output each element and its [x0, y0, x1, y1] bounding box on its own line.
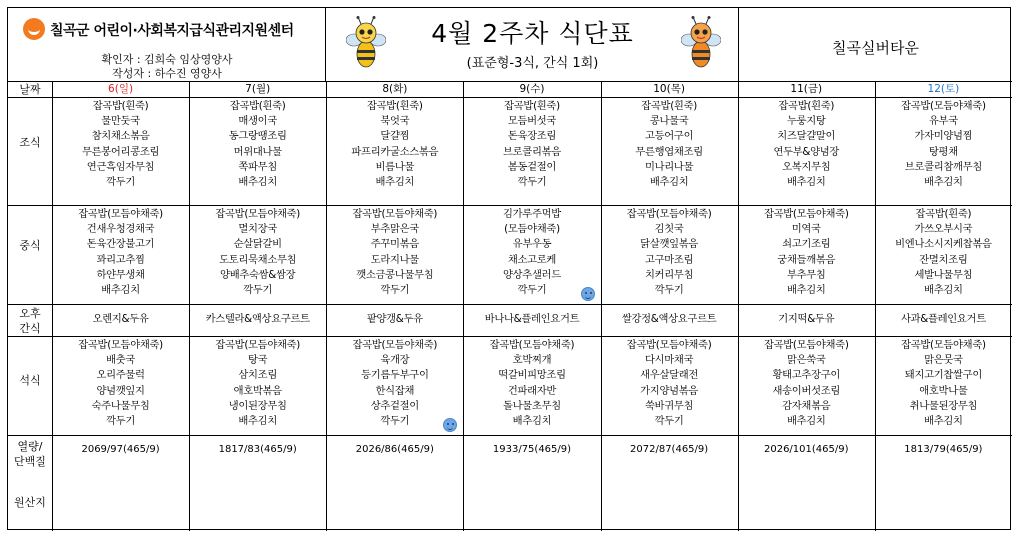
dinner-cell — [875, 338, 1012, 435]
menu-item: 쪽파무침 — [238, 160, 277, 173]
menu-item: 가지양념볶음 — [640, 384, 699, 397]
day-header: 9(수) — [519, 83, 545, 95]
breakfast-cell — [738, 99, 875, 205]
menu-item: 무른봉어리콩조림 — [81, 145, 160, 158]
menu-item: 봄동겉절이 — [507, 160, 557, 173]
menu-item: 무른행엽채조림 — [635, 145, 703, 158]
menu-item: 양배추숙쌈&쌈장 — [220, 268, 296, 281]
menu-item: 콩나물국 — [649, 115, 689, 128]
menu-item: 북엇국 — [380, 115, 410, 128]
row-label-kcal-1: 열량/ — [17, 440, 43, 453]
menu-item: 깍두기 — [654, 415, 684, 428]
menu-item: 돼지고기찹쌀구이 — [904, 369, 982, 382]
menu-item: 유부우동 — [512, 238, 552, 251]
breakfast-cell — [875, 99, 1012, 205]
snack-cell: 바나나&플레인요거트 — [484, 313, 580, 325]
menu-item: 맑은쑥국 — [786, 354, 826, 367]
snack-cell: 카스텔라&액상요구르트 — [205, 313, 310, 325]
menu-item: 잡곡밥(모듬야채죽) — [489, 339, 575, 351]
menu-item: 깍두기 — [106, 176, 136, 189]
day-header: 10(목) — [653, 83, 685, 95]
snack-cell: 기지떡&두유 — [778, 313, 835, 325]
menu-item: 애호박나물 — [919, 384, 968, 397]
row-label-date: 날짜 — [19, 83, 41, 96]
dinner-cell — [601, 338, 738, 435]
bee-mascot-icon — [681, 16, 721, 72]
menu-item: 파프리카굴소스볶음 — [351, 145, 439, 158]
menu-item: 잡곡밥(모듬야채죽) — [763, 339, 849, 351]
menu-item: 배추김치 — [786, 284, 826, 297]
menu-item: 잡곡밥(모듬야채죽) — [215, 208, 300, 220]
menu-item: 동그랑땡조림 — [228, 130, 287, 143]
menu-item: 잡곡밥(모듬야채죽) — [626, 208, 712, 220]
menu-item: 배추김치 — [375, 176, 415, 189]
menu-item: 가쓰오부시국 — [914, 223, 973, 236]
menu-item: 잡곡밥(흰죽) — [778, 100, 835, 112]
menu-item: 배추김치 — [238, 176, 277, 189]
menu-item: 연두부&양념장 — [773, 145, 840, 158]
menu-item: 잡곡밥(모듬야채죽) — [78, 208, 163, 220]
header-title-block — [326, 8, 739, 81]
row-label-breakfast: 조식 — [19, 136, 41, 149]
menu-item: 잡곡밥(흰죽) — [504, 100, 560, 112]
menu-item: 도토리묵채소무침 — [219, 253, 297, 266]
menu-item: 양념깻잎지 — [96, 384, 145, 397]
day-header: 11(금) — [790, 83, 823, 95]
menu-item: 애호박볶음 — [233, 384, 282, 397]
row-separator — [8, 304, 1012, 305]
snack-cell: 쌀강정&액상요구르트 — [621, 313, 717, 325]
menu-item: 잡곡밥(모듬야채죽) — [626, 339, 712, 351]
menu-item: 돌나물초무침 — [503, 399, 561, 412]
page-subtitle: (표준형-3식, 간식 1회) — [466, 56, 599, 71]
menu-item: 양상추샐러드 — [503, 268, 561, 281]
menu-item: 돈육장조림 — [507, 130, 557, 143]
menu-item: 삼치조림 — [238, 369, 277, 382]
menu-item: 깍두기 — [380, 415, 410, 428]
menu-item: 달걀찜 — [380, 130, 410, 143]
day-header: 6(일) — [108, 83, 134, 95]
menu-item: 육개장 — [380, 354, 410, 367]
menu-item: 치즈달걀말이 — [777, 130, 836, 143]
snack-cell: 팥양갱&두유 — [366, 313, 423, 325]
menu-item: 깍두기 — [380, 284, 410, 297]
breakfast-cell — [463, 99, 600, 205]
menu-item: 한식잡채 — [375, 384, 415, 397]
lunch-cell — [326, 207, 463, 304]
menu-item: 치커리무침 — [644, 268, 694, 281]
menu-item: 새송이버섯조림 — [772, 384, 841, 397]
menu-item: 탕평채 — [928, 145, 958, 158]
menu-item: 물만둣국 — [101, 115, 140, 128]
menu-item: 배추김치 — [786, 415, 826, 428]
nutrition-cell: 2069/97(465/9) — [81, 444, 160, 455]
menu-item: 김칫국 — [654, 223, 684, 236]
menu-item: 누룽지탕 — [786, 115, 826, 128]
author: 작성자 : 하수진 영양사 — [112, 67, 222, 80]
row-separator — [8, 205, 1012, 206]
menu-item: 머위대나물 — [233, 145, 282, 158]
menu-item: 배추김치 — [924, 284, 963, 297]
page-title: 4월 2주차 식단표 — [431, 19, 634, 48]
row-separator — [8, 435, 1012, 436]
menu-item: 건파래자반 — [507, 384, 557, 397]
menu-item: 오리주물럭 — [96, 369, 145, 382]
breakfast-cell — [601, 99, 738, 205]
row-separator — [8, 97, 1012, 98]
snack-cell: 사과&플레인요거트 — [900, 313, 986, 325]
menu-item: 맑은뭇국 — [924, 354, 963, 367]
menu-item: 떡갈비피망조림 — [498, 369, 566, 382]
dinner-cell — [738, 338, 875, 435]
breakfast-cell — [52, 99, 189, 205]
menu-item: 부추무침 — [786, 268, 826, 281]
menu-item: 잡곡밥(모듬야채죽) — [78, 339, 163, 351]
menu-item: 배추김치 — [649, 176, 689, 189]
menu-item: 잡곡밥(흰죽) — [641, 100, 697, 112]
center-logo-icon — [23, 18, 45, 40]
org-name: 칠곡군 어린이·사회복지급식관리지원센터 — [50, 23, 294, 39]
menu-grid — [8, 81, 1012, 531]
menu-item: 미나리나물 — [644, 160, 694, 173]
menu-item: 배춧국 — [106, 354, 136, 367]
menu-item: 고등어구이 — [644, 130, 694, 143]
menu-item: 잡곡밥(흰죽) — [915, 208, 972, 220]
menu-item: 세발나물무침 — [914, 268, 973, 281]
nutrition-cell: 1933/75(465/9) — [492, 444, 572, 455]
menu-item: 잡곡밥(흰죽) — [92, 100, 149, 112]
menu-item: 배추김치 — [238, 415, 277, 428]
nutrition-cell: 2026/86(465/9) — [355, 444, 434, 455]
menu-item: 숙주나물무침 — [91, 399, 150, 412]
menu-item: 매생이국 — [238, 115, 277, 128]
menu-item: 김가루주먹밥 — [503, 208, 561, 220]
menu-item: 황태고추장구이 — [772, 369, 841, 382]
row-separator — [8, 336, 1012, 337]
menu-item: 브로콜리참깨무침 — [904, 160, 982, 173]
menu-item: 닭살깻잎볶음 — [640, 238, 699, 251]
menu-item: 쑥바귀무침 — [644, 399, 694, 412]
nutrition-cell: 1813/79(465/9) — [904, 444, 983, 455]
dinner-cell — [52, 338, 189, 435]
header-org-block — [8, 8, 326, 81]
lunch-cell — [738, 207, 875, 304]
nutrition-cell: 2072/87(465/9) — [630, 444, 709, 455]
lunch-cell — [189, 207, 326, 304]
dinner-cell — [326, 338, 463, 435]
menu-item: 잡곡밥(흰죽) — [366, 100, 423, 112]
menu-item: 돈육간장불고기 — [86, 238, 155, 251]
row-label-lunch: 중식 — [19, 239, 41, 252]
menu-item: 잡곡밥(모듬야채죽) — [352, 339, 438, 351]
day-header: 8(화) — [382, 83, 408, 95]
menu-item: 배추김치 — [924, 176, 963, 189]
nutrition-cell: 2026/101(465/9) — [763, 444, 849, 455]
menu-item: 연근흑임자무침 — [86, 160, 155, 173]
menu-item: 고구마조림 — [644, 253, 694, 266]
snack-cell: 오렌지&두유 — [92, 313, 149, 325]
row-label-origin: 원산지 — [14, 496, 46, 509]
menu-item: 배추김치 — [924, 415, 963, 428]
menu-item: 잡곡밥(모듬야채죽) — [763, 208, 849, 220]
row-label-dinner: 석식 — [19, 374, 41, 387]
nutrition-cell: 1817/83(465/9) — [218, 444, 297, 455]
menu-item: 잡곡밥(모듬야채죽) — [901, 339, 986, 351]
menu-item: 도라지나물 — [370, 253, 419, 266]
facility-name: 칠곡실버타운 — [832, 39, 919, 57]
day-header: 7(월) — [245, 83, 271, 95]
menu-item: 주꾸미볶음 — [370, 238, 419, 251]
menu-item: 하얀무생채 — [96, 268, 145, 281]
menu-item: 모듬버섯국 — [507, 115, 557, 128]
menu-item: 유부국 — [928, 115, 958, 128]
row-label-snack-2: 간식 — [19, 322, 41, 335]
confirmer: 확인자 : 김희숙 임상영양사 — [101, 53, 233, 66]
dinner-cell — [463, 338, 600, 435]
menu-item: 브로콜리볶음 — [503, 145, 561, 158]
lunch-cell — [875, 207, 1012, 304]
menu-item: 잡곡밥(흰죽) — [229, 100, 286, 112]
lunch-cell — [601, 207, 738, 304]
menu-item: 배추김치 — [786, 176, 826, 189]
menu-item: 멸치장국 — [238, 223, 277, 236]
menu-item: 새우살달래전 — [640, 369, 699, 382]
menu-sheet — [7, 7, 1011, 530]
menu-item: 등기름두부구이 — [361, 369, 429, 382]
menu-item: 잔멸치조림 — [919, 253, 968, 266]
smiley-icon — [581, 287, 595, 301]
row-label-kcal-2: 단백질 — [14, 455, 46, 468]
row-label-snack-1: 오후 — [19, 307, 41, 320]
menu-item: 다시마채국 — [644, 354, 694, 367]
menu-item: 냉이된장무침 — [228, 399, 287, 412]
lunch-cell — [463, 207, 600, 304]
menu-item: 채소고로케 — [507, 253, 557, 266]
menu-item: 부추맑은국 — [370, 223, 419, 236]
menu-item: 깍두기 — [654, 284, 684, 297]
menu-item: 쇠고기조림 — [782, 238, 831, 251]
menu-item: 가자미양념찜 — [914, 130, 973, 143]
menu-item: 궁채들깨볶음 — [777, 253, 836, 266]
breakfast-cell — [189, 99, 326, 205]
menu-item: 잡곡밥(모듬야채죽) — [352, 208, 438, 220]
menu-item: 상추겉절이 — [370, 399, 419, 412]
menu-item: 깍두기 — [517, 284, 547, 297]
menu-item: 깍두기 — [106, 415, 136, 428]
menu-item: 잡곡밥(모듬야채죽) — [215, 339, 300, 351]
menu-item: (모듬야채죽) — [504, 223, 560, 236]
menu-item: 깻소금콩나물무침 — [356, 268, 434, 281]
menu-item: 건새우청경채국 — [86, 223, 155, 236]
lunch-cell — [52, 207, 189, 304]
menu-item: 미역국 — [791, 223, 821, 236]
menu-item: 배추김치 — [101, 284, 140, 297]
menu-item: 꽈리고추찜 — [96, 253, 145, 266]
menu-item: 깍두기 — [517, 176, 547, 189]
dinner-cell — [189, 338, 326, 435]
menu-item: 감자채볶음 — [782, 399, 831, 412]
header-facility-block — [739, 8, 1012, 81]
menu-item: 참치채소볶음 — [91, 130, 150, 143]
breakfast-cell — [326, 99, 463, 205]
menu-item: 비엔나소시지케찹볶음 — [895, 238, 992, 251]
menu-item: 호박찌개 — [512, 354, 552, 367]
day-header: 12(토) — [927, 83, 960, 95]
menu-item: 순살닭갈비 — [233, 238, 282, 251]
menu-item: 비름나물 — [375, 160, 415, 173]
menu-item: 오복지무침 — [782, 160, 831, 173]
menu-item: 잡곡밥(모듬야채죽) — [901, 100, 986, 112]
menu-item: 탕국 — [248, 354, 268, 367]
menu-item: 배추김치 — [512, 415, 552, 428]
menu-item: 깍두기 — [243, 284, 273, 297]
menu-item: 취나물된장무침 — [909, 399, 978, 412]
